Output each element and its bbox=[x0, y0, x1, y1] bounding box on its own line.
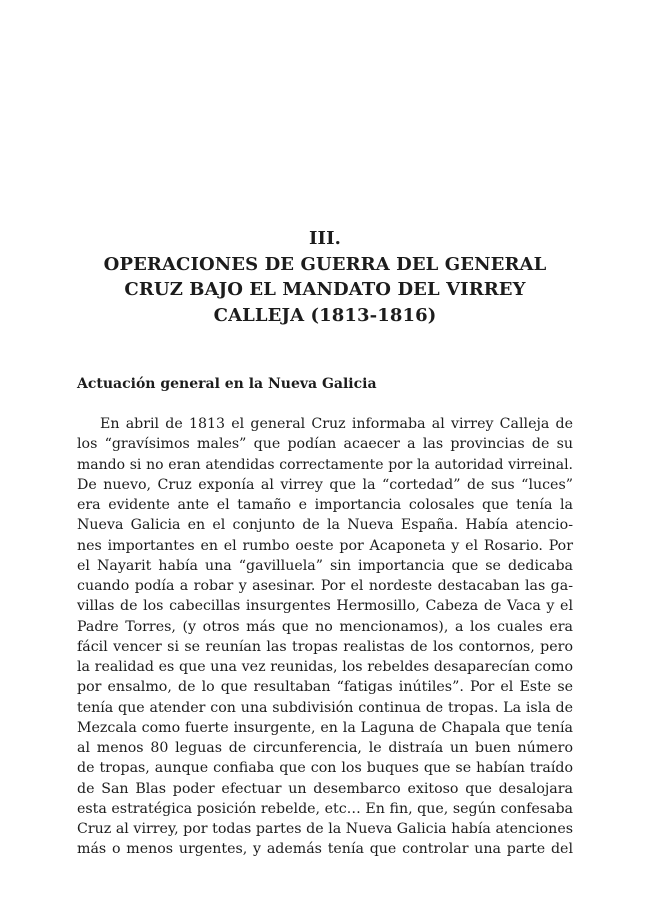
text-line: de tropas, aunque confiaba que con los buques que se habían traído bbox=[77, 760, 573, 777]
section-heading: Actuación general en la Nueva Galicia bbox=[77, 376, 377, 392]
text-line: la realidad es que una vez reunidas, los rebeldes desaparecían como bbox=[77, 659, 573, 675]
text-line: mando si no eran atendidas correctamente por la autoridad virreinal. bbox=[77, 456, 573, 473]
text-line: Padre Torres, (y otros más que no mencionamos), a los cuales era bbox=[77, 618, 573, 635]
chapter-heading bbox=[60, 226, 590, 328]
text-line: más o menos urgentes, y además tenía que controlar una parte del bbox=[77, 841, 573, 858]
text-line: Cruz al virrey, por todas partes de la Nueva Galicia había atenciones bbox=[77, 821, 573, 837]
text-line: esta estratégica posición rebelde, etc… En fin, que, según confesaba bbox=[77, 800, 573, 817]
text-line: nes importantes en el rumbo oeste por Acaponeta y el Rosario. Por bbox=[77, 537, 573, 554]
text-line: Nueva Galicia en el conjunto de la Nueva España. Había atencio- bbox=[77, 517, 573, 534]
chapter-title-line: CALLEJA (1813-1816) bbox=[213, 304, 437, 326]
text-line: cuando podía a robar y asesinar. Por el nordeste destacaban las ga- bbox=[77, 578, 573, 594]
text-line: En abril de 1813 el general Cruz informaba al virrey Calleja de bbox=[100, 416, 573, 432]
text-line: fácil vencer si se reunían las tropas realistas de los contornos, pero bbox=[77, 638, 573, 655]
chapter-number: III. bbox=[309, 228, 341, 249]
chapter-title-line: CRUZ BAJO EL MANDATO DEL VIRREY bbox=[124, 279, 526, 300]
text-line: al menos 80 leguas de circunferencia, le distraía un buen número bbox=[77, 740, 573, 756]
text-line: los “gravísimos males” que podían acaecer a las provincias de su bbox=[77, 436, 573, 453]
text-line: tenía que atender con una subdivisión continua de tropas. La isla de bbox=[77, 699, 573, 716]
text-line: De nuevo, Cruz exponía al virrey que la “cortedad” de sus “luces” bbox=[77, 476, 573, 493]
text-line: el Nayarit había una “gavilluela” sin importancia que se dedicaba bbox=[77, 557, 573, 574]
text-line: era evidente ante el tamaño e importancia colosales que tenía la bbox=[77, 497, 573, 513]
text-line: por ensalmo, de lo que resultaban “fatigas inútiles”. Por el Este se bbox=[77, 679, 573, 696]
text-line: de San Blas poder efectuar un desembarco exitoso que desalojara bbox=[77, 780, 573, 797]
chapter-title-line: OPERACIONES DE GUERRA DEL GENERAL bbox=[103, 253, 547, 275]
body-paragraph bbox=[77, 414, 573, 860]
text-line: Mezcala como fuerte insurgente, en la Laguna de Chapala que tenía bbox=[77, 719, 573, 736]
text-line: villas de los cabecillas insurgentes Hermosillo, Cabeza de Vaca y el bbox=[77, 598, 573, 615]
